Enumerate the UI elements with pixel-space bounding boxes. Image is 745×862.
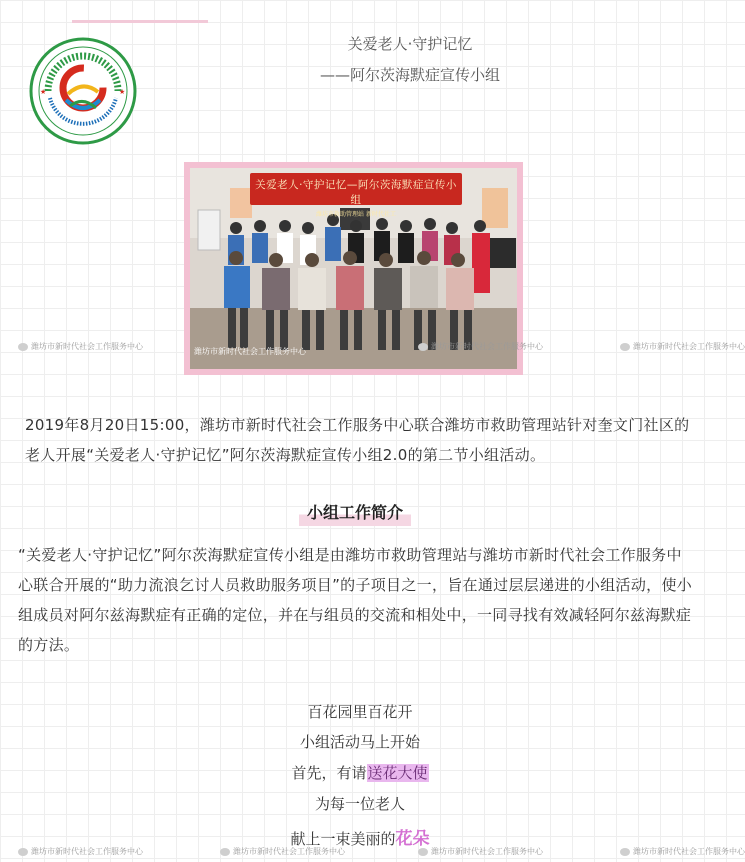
- photo-banner-title: 关爱老人·守护记忆—阿尔茨海默症宣传小组: [255, 179, 457, 206]
- watermark: 潍坊市新时代社会工作服务中心: [620, 341, 690, 352]
- section-title: 小组工作简介: [299, 500, 411, 526]
- watermark: 潍坊市新时代社会工作服务中心: [620, 846, 690, 857]
- watermark: 潍坊市新时代社会工作服务中心: [220, 846, 345, 857]
- watermark: 潍坊市新时代社会工作服务中心: [18, 846, 143, 857]
- intro-paragraph: 2019年8月20日15:00，潍坊市新时代社会工作服务中心联合潍坊市救助管理站针对奎文门社区的老人开展“关爱老人·守护记忆”阿尔茨海默症宣传小组2.0的第二节小组活动。: [25, 416, 690, 464]
- wechat-icon: [620, 848, 630, 856]
- poem-line-2: 小组活动马上开始: [299, 733, 420, 751]
- poem-line-3-prefix: 首先，有请: [291, 764, 367, 782]
- organization-logo: [28, 36, 138, 146]
- watermark: 潍坊市新时代社会工作服务中心: [418, 846, 543, 857]
- photo-watermark: 潍坊市新时代社会工作服务中心: [194, 347, 306, 356]
- poem-line-1: 百花园里百花开: [307, 703, 413, 721]
- header-subtitle: ——阿尔茨海默症宣传小组: [319, 66, 500, 84]
- wechat-icon: [18, 848, 28, 856]
- watermark: 潍坊市新时代社会工作服务中心: [18, 341, 143, 352]
- flower-highlight: 花朵: [395, 829, 430, 849]
- svg-text:★: ★: [119, 88, 126, 96]
- poem-line-4: 为每一位老人: [314, 795, 405, 813]
- poem-line-3: [200, 762, 520, 783]
- svg-text:★: ★: [40, 88, 47, 96]
- poem-line-5-prefix: 献上一束美丽的: [290, 830, 396, 848]
- photo-banner: [250, 173, 462, 218]
- description-paragraph: “关爱老人·守护记忆”阿尔茨海默症宣传小组是由潍坊市救助管理站与潍坊市新时代社会工作服务中心联合开展的“助力流浪乞讨人员救助服务项目”的子项目之一，旨在通过层层递进的小组活动，使小组成员对阿尔兹海默症有正确的定位，并在与组员的交流和相处中，一同寻找有效减轻阿尔兹海默症的方法。: [18, 546, 693, 654]
- poem-line-5: [200, 824, 520, 849]
- header-title: 关爱老人·守护记忆: [347, 35, 473, 53]
- wechat-icon: [620, 343, 630, 351]
- flower-ambassador-highlight: 送花大使: [367, 764, 428, 782]
- wechat-icon: [18, 343, 28, 351]
- photo-banner-subtitle: 潍坊市救助管理站 新时代社工: [316, 211, 396, 218]
- watermark: 潍坊市新时代社会工作服务中心: [418, 341, 543, 352]
- wechat-icon: [418, 343, 428, 351]
- top-divider: [72, 20, 208, 23]
